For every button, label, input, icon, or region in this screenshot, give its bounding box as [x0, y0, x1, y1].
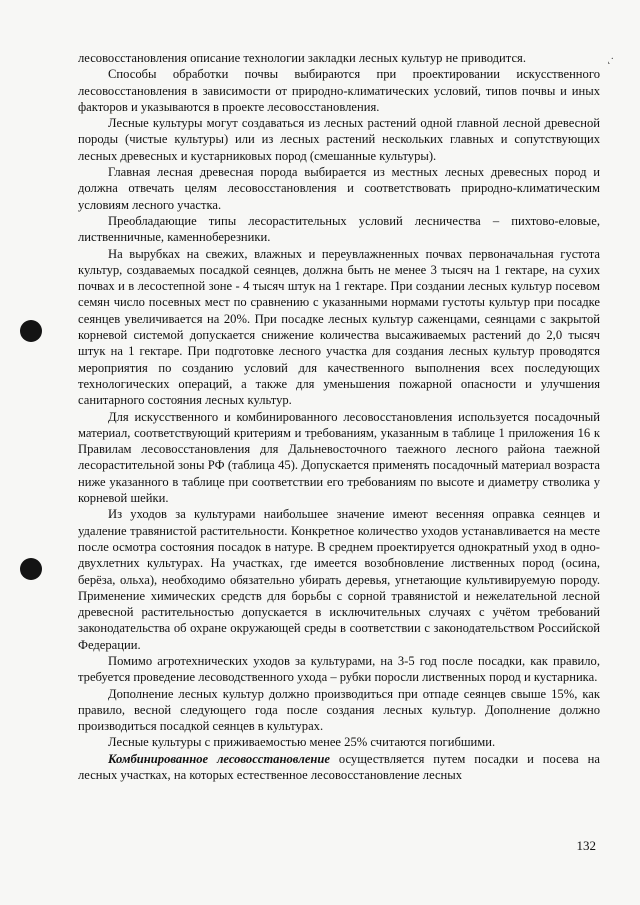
paragraph-continuation: лесовосстановления описание технологии закладки лесных культур не приводится. — [78, 51, 526, 65]
page-number: 132 — [576, 838, 596, 853]
paragraph-growing-conditions: Преобладающие типы лесорастительных условий лесничества – пихтово-еловые, лиственничные, каменноберезники. — [78, 213, 600, 245]
page-body — [78, 50, 600, 783]
paragraph-supplementation: Дополнение лесных культур должно производиться при отпаде сеянцев свыше 15%, как правило, весной следующего года после создания лесных культур. Дополнение должно производиться посадкой сеянцев в культурах. — [78, 686, 600, 734]
paragraph-silvicultural-care: Помимо агротехнических уходов за культурами, на 3-5 год после посадки, как правило, требуется проведение лесоводственного ухода – рубки поросли лиственных пород и кустарника. — [78, 653, 600, 685]
margin-mark: ˛· — [607, 54, 614, 65]
paragraph-culture-care: Из уходов за культурами наибольшее значение имеют весенняя оправка сеянцев и удаление травянистой растительности. Конкретное количество уходов устанавливается на месте после осмотра состояния посадок в натуре. В среднем проектируется однократный уход в одно-двухлетних культурах. На участках, где имеется возобновление лиственных пород (осина, берёза, ольха), необходимо обязательно убирать деревья, угнетающие культивируемую породу. Применение химических средств для борьбы с сорной травянистой и нежелательной лесной древесной растительностью допускается в исключительных случаях с учётом требований законодательства об охране окружающей среды в соответствии с законодательством Российской Федерации. — [78, 507, 600, 652]
combined-reforestation-text: осуществляется путем посадки и посева на лесных участках, на которых естественное лесовосстановление лесных — [78, 751, 600, 783]
combined-reforestation-term: Комбинированное лесовосстановление — [108, 751, 331, 766]
paragraph-main-species: Главная лесная древесная порода выбирается из местных лесных древесных пород и должна отвечать целям лесовосстановления и соответствовать природно-климатическим условиям лесного участка. — [78, 165, 600, 212]
punch-hole-top — [20, 320, 42, 342]
paragraph-planting-material: Для искусственного и комбинированного лесовосстановления используется посадочный материал, соответствующий критериям и требованиям, указанным в таблице 1 приложения 16 к Правилам лесовосстановления для Дальневосточного таежного лесного района таежной лесорастительной зоны РФ (таблица 45). Допускается применять посадочный материал возраста ниже указанного в таблице при соответствии его требованиям по высоте и диаметру стволика у корневой шейки. — [78, 409, 600, 506]
paragraph-survival-rate: Лесные культуры с приживаемостью менее 25% считаются погибшими. — [108, 735, 496, 750]
punch-hole-bottom — [20, 558, 42, 580]
paragraph-soil-treatment: Способы обработки почвы выбираются при проектировании искусственного лесовосстановления в зависимости от природно-климатических условий, типов почвы и иных факторов и указываются в проекте лесовосстановления. — [78, 67, 600, 114]
paragraph-planting-density: На вырубках на свежих, влажных и переувлажненных почвах первоначальная густота культур, создаваемых посадкой сеянцев, должна быть не менее 3 тысяч на 1 гектаре, на сухих почвах и в лесостепной зоне - 4 тысяч штук на 1 гектаре. При создании лесных культур посевом семян число посевных мест по сравнению с указанными нормами густоты культур при посадке сеянцев увеличивается на 20%. При посадке лесных культур саженцами, сеянцами с закрытой корневой системой допускается снижение количества высаживаемых растений до 2,0 тысяч штук на 1 гектаре. При подготовке лесного участка для создания лесных культур проводятся мероприятия по созданию условий для качественного выполнения всех последующих технологических операций, а также для уменьшения пожарной опасности и улучшения санитарного состояния лесных культур. — [78, 246, 600, 408]
paragraph-forest-cultures: Лесные культуры могут создаваться из лесных растений одной главной лесной древесной породы (чистые культуры) или из лесных растений нескольких главных и сопутствующих лесных древесных и кустарниковых пород (смешанные культуры). — [78, 116, 600, 163]
paragraph-combined-reforestation — [78, 751, 600, 784]
